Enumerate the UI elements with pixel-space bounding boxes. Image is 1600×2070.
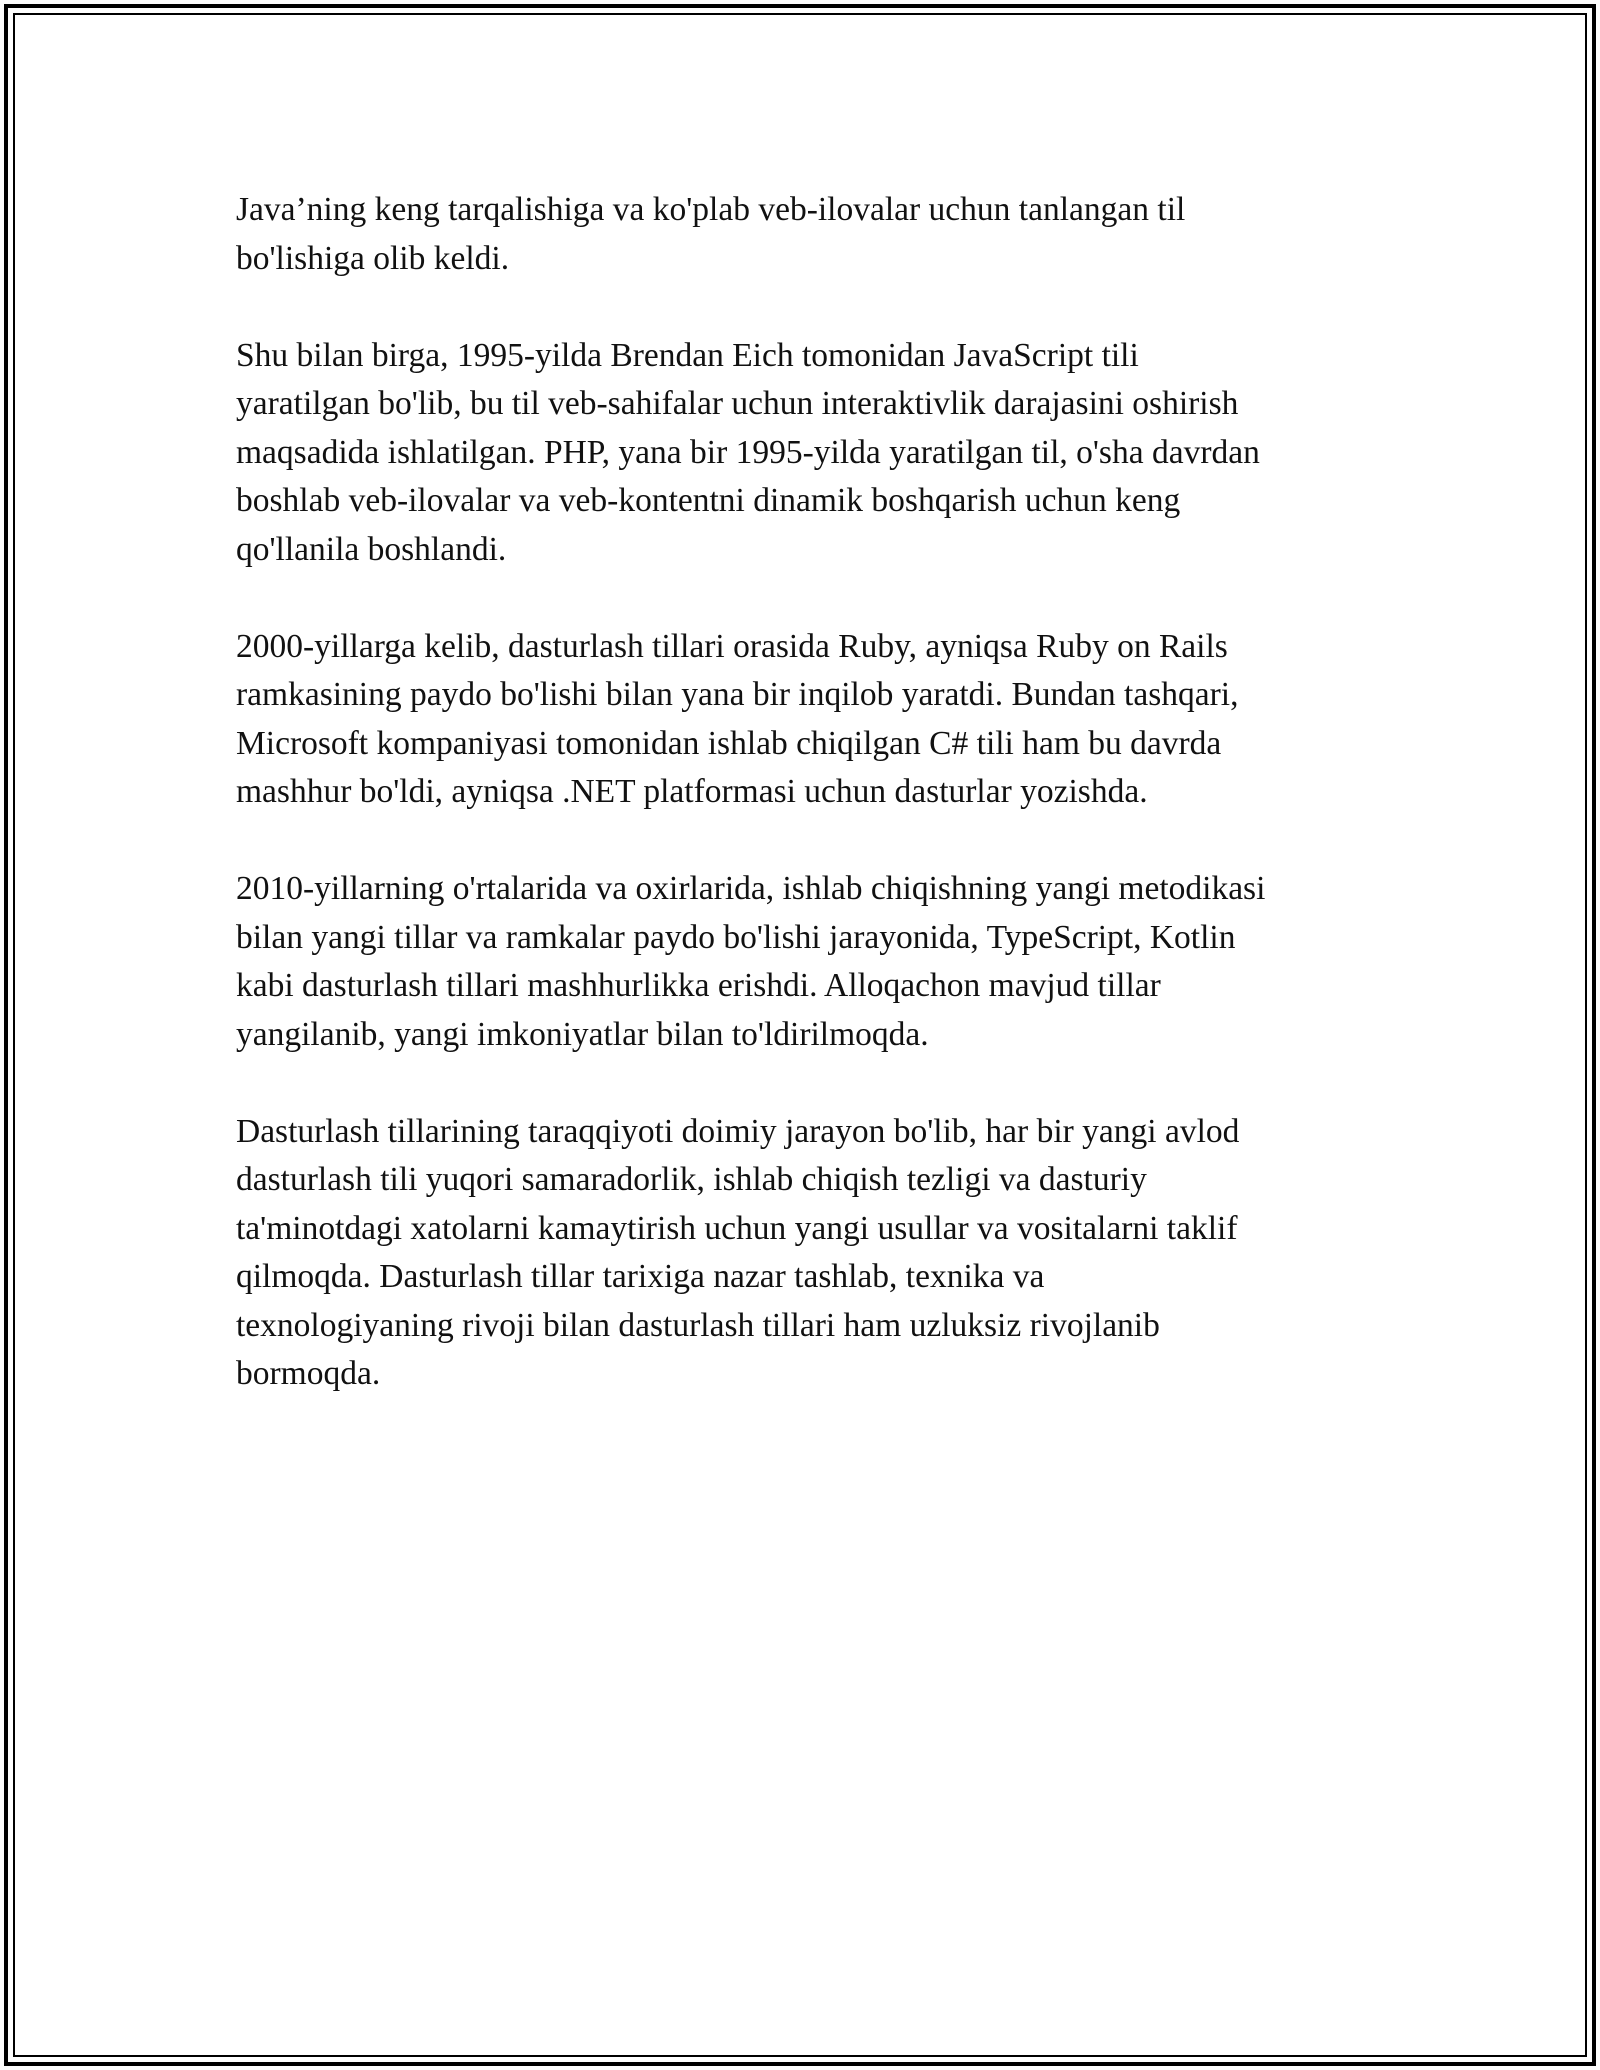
text-line: 2000-yillarga kelib, dasturlash tillari orasida Ruby, ayniqsa Ruby on Rails — [236, 627, 1228, 665]
text-line: qilmoqda. Dasturlash tillar tarixiga nazar tashlab, texnika va — [236, 1258, 1045, 1295]
text-line: maqsadida ishlatilgan. PHP, yana bir 1995-yilda yaratilgan til, o'sha davrdan — [236, 433, 1260, 471]
text-line: Microsoft kompaniyasi tomonidan ishlab chiqilgan C# tili ham bu davrda — [236, 724, 1222, 762]
text-line: yangilanib, yangi imkoniyatlar bilan to'ldirilmoqda. — [236, 1015, 929, 1053]
text-line: dasturlash tili yuqori samaradorlik, ishlab chiqish tezligi va dasturiy — [236, 1161, 1147, 1198]
text-line: bilan yangi tillar va ramkalar paydo bo'lishi jarayonida, TypeScript, Kotlin — [236, 918, 1236, 956]
text-line: Java’ning keng tarqalishiga va ko'plab veb-ilovalar uchun tanlangan til — [236, 191, 1186, 228]
paragraph-5 — [236, 1108, 1386, 1399]
text-line: qo'llanila boshlandi. — [236, 530, 507, 568]
text-line: bo'lishiga olib keldi. — [236, 239, 510, 277]
text-line: texnologiyaning rivoji bilan dasturlash tillari ham uzluksiz rivojlanib — [236, 1306, 1160, 1344]
paragraph-1 — [236, 186, 1386, 283]
text-line: mashhur bo'ldi, ayniqsa .NET platformasi uchun dasturlar yozishda. — [236, 773, 1148, 810]
document-body — [236, 186, 1386, 1399]
text-line: 2010-yillarning o'rtalarida va oxirlarida, ishlab chiqishning yangi metodikasi — [236, 870, 1266, 907]
paragraph-4 — [236, 865, 1386, 1059]
text-line: bormoqda. — [236, 1355, 381, 1392]
text-line: kabi dasturlash tillari mashhurlikka erishdi. Alloqachon mavjud tillar — [236, 967, 1161, 1004]
text-line: yaratilgan bo'lib, bu til veb-sahifalar uchun interaktivlik darajasini oshirish — [236, 385, 1239, 422]
text-line: Shu bilan birga, 1995-yilda Brendan Eich tomonidan JavaScript tili — [236, 336, 1139, 374]
text-line: ta'minotdagi xatolarni kamaytirish uchun yangi usullar va vositalarni taklif — [236, 1209, 1238, 1247]
text-line: Dasturlash tillarining taraqqiyoti doimiy jarayon bo'lib, har bir yangi avlod — [236, 1112, 1240, 1150]
paragraph-3 — [236, 623, 1386, 817]
text-line: ramkasining paydo bo'lishi bilan yana bir inqilob yaratdi. Bundan tashqari, — [236, 676, 1239, 713]
text-line: boshlab veb-ilovalar va veb-kontentni dinamik boshqarish uchun keng — [236, 482, 1181, 519]
paragraph-2 — [236, 332, 1386, 575]
